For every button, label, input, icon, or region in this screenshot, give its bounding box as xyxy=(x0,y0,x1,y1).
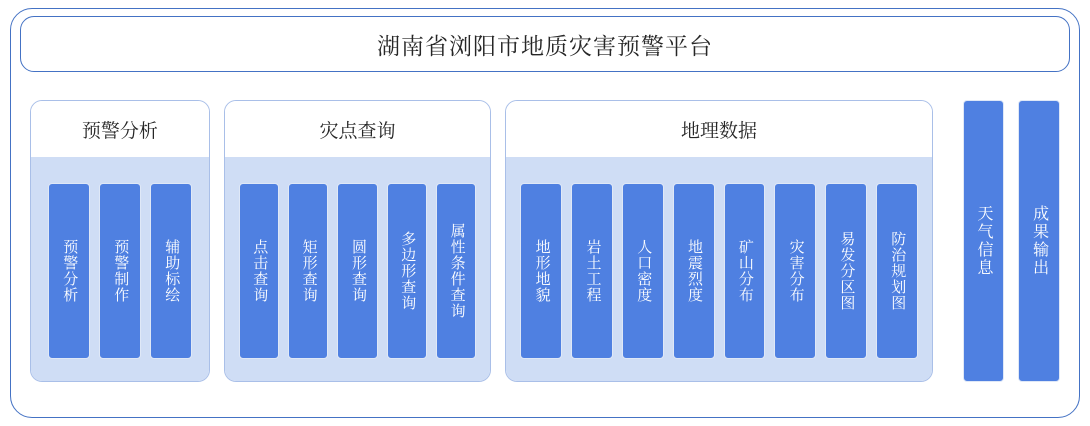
earthquake-intensity-item-label: 地震烈度 xyxy=(686,239,704,303)
earthquake-intensity-item[interactable] xyxy=(673,183,715,359)
weather-information-label: 天气信息 xyxy=(974,205,992,277)
attribute-condition-query-item-label: 属性条件查询 xyxy=(448,223,466,319)
attribute-condition-query-item[interactable] xyxy=(436,183,476,359)
warning-production-item[interactable] xyxy=(99,183,141,359)
prevention-planning-map-item[interactable] xyxy=(876,183,918,359)
group-warning-analysis-body xyxy=(31,157,209,381)
polygon-query-item-label: 多边形查询 xyxy=(399,231,417,311)
group-geographic-data-label: 地理数据 xyxy=(681,120,758,142)
terrain-landform-item[interactable] xyxy=(520,183,562,359)
mine-distribution-item-label: 矿山分布 xyxy=(736,239,754,303)
group-warning-analysis-label: 预警分析 xyxy=(81,120,158,142)
susceptibility-zoning-map-item-label: 易发分区图 xyxy=(838,231,856,311)
module-groups-row xyxy=(30,100,1060,390)
warning-production-item-label: 预警制作 xyxy=(112,239,130,303)
assisted-plotting-item-label: 辅助标绘 xyxy=(163,239,181,303)
circle-query-item[interactable] xyxy=(337,183,377,359)
population-density-item[interactable] xyxy=(622,183,664,359)
disaster-distribution-item[interactable] xyxy=(774,183,816,359)
group-geographic-data[interactable] xyxy=(505,100,932,382)
group-disaster-point-query-header xyxy=(225,101,491,157)
group-warning-analysis[interactable] xyxy=(30,100,210,382)
susceptibility-zoning-map-item[interactable] xyxy=(825,183,867,359)
rock-soil-engineering-item-label: 岩土工程 xyxy=(584,239,602,303)
platform-title-bar xyxy=(20,16,1070,72)
click-query-item[interactable] xyxy=(239,183,279,359)
warning-analysis-item[interactable] xyxy=(48,183,90,359)
circle-query-item-label: 圆形查询 xyxy=(349,239,367,303)
rectangle-query-item[interactable] xyxy=(288,183,328,359)
rectangle-query-item-label: 矩形查询 xyxy=(300,239,318,303)
group-geographic-data-body xyxy=(506,157,931,381)
warning-analysis-item-label: 预警分析 xyxy=(61,239,79,303)
prevention-planning-map-item-label: 防治规划图 xyxy=(889,231,907,311)
mine-distribution-item[interactable] xyxy=(724,183,766,359)
group-disaster-point-query-body xyxy=(225,157,491,381)
weather-information[interactable] xyxy=(963,100,1005,382)
group-disaster-point-query-label: 灾点查询 xyxy=(319,120,396,142)
terrain-landform-item-label: 地形地貌 xyxy=(533,239,551,303)
disaster-distribution-item-label: 灾害分布 xyxy=(787,239,805,303)
results-output-label: 成果输出 xyxy=(1030,205,1048,277)
population-density-item-label: 人口密度 xyxy=(635,239,653,303)
group-warning-analysis-header xyxy=(31,101,209,157)
results-output[interactable] xyxy=(1018,100,1060,382)
assisted-plotting-item[interactable] xyxy=(150,183,192,359)
click-query-item-label: 点击查询 xyxy=(251,239,269,303)
group-geographic-data-header xyxy=(506,101,931,157)
polygon-query-item[interactable] xyxy=(387,183,427,359)
rock-soil-engineering-item[interactable] xyxy=(571,183,613,359)
group-disaster-point-query[interactable] xyxy=(224,100,492,382)
page-title: 湖南省浏阳市地质灾害预警平台 xyxy=(377,32,713,59)
